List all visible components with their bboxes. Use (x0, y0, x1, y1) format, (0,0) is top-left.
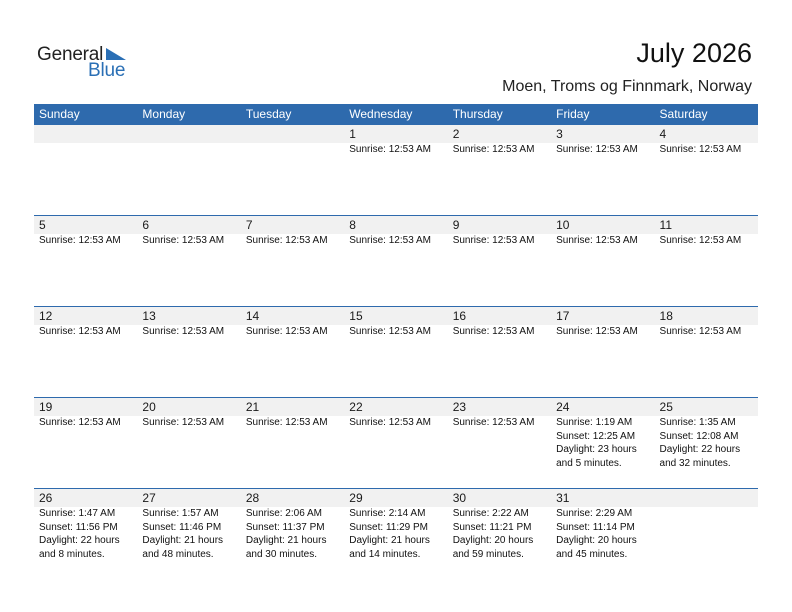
day-cell-17 (551, 307, 654, 397)
calendar-grid (34, 104, 758, 579)
day-number: 3 (556, 127, 563, 141)
logo-text-general: General (37, 44, 104, 65)
sun-info-line: Sunrise: 12:53 AM (142, 235, 225, 246)
sun-info-line: Sunrise: 12:53 AM (659, 235, 742, 246)
sun-info-line: Sunset: 11:29 PM (349, 521, 429, 533)
day-number (39, 125, 137, 143)
day-number: 7 (245, 218, 253, 232)
sun-info-line: Sunrise: 12:53 AM (39, 326, 121, 337)
sun-info-line: and 14 minutes. (349, 548, 421, 560)
sun-info-line: Sunrise: 12:53 AM (659, 144, 742, 155)
sun-info-line: Sunrise: 12:53 AM (452, 235, 535, 246)
day-number: 20 (142, 400, 156, 414)
day-cell-27 (137, 489, 240, 579)
day-cell-18 (655, 307, 758, 397)
sun-info-line: Sunset: 11:21 PM (452, 521, 532, 533)
day-number: 6 (142, 218, 150, 232)
day-number: 2 (452, 127, 460, 141)
empty-day-cell (137, 125, 240, 215)
sun-info-line: and 30 minutes. (245, 548, 318, 560)
day-cell-1 (344, 125, 447, 215)
sun-info-line: Sunrise: 12:53 AM (349, 235, 431, 246)
day-cell-14 (241, 307, 344, 397)
day-number: 28 (245, 491, 260, 505)
sun-info-line: Sunrise: 12:53 AM (349, 326, 431, 337)
day-cell-29 (344, 489, 447, 579)
day-number: 14 (245, 309, 260, 323)
day-cell-9 (448, 216, 551, 306)
sun-info-line: Sunrise: 12:53 AM (349, 417, 431, 428)
sun-info-line: Sunset: 11:37 PM (245, 521, 325, 533)
sun-info-line: Sunrise: 12:53 AM (556, 326, 638, 337)
week-row (34, 488, 758, 579)
day-number: 12 (39, 309, 53, 323)
sun-info-line: Sunrise: 1:47 AM (39, 508, 116, 519)
day-cell-26 (34, 489, 137, 579)
week-row (34, 215, 758, 306)
day-number: 4 (659, 127, 667, 141)
sun-info-line: Daylight: 22 hours (39, 535, 120, 546)
sun-info-line: Sunrise: 1:35 AM (659, 417, 736, 428)
sun-info-line: Daylight: 20 hours (452, 535, 534, 546)
day-number: 1 (349, 127, 356, 141)
day-number: 27 (142, 491, 156, 505)
day-cell-5 (34, 216, 137, 306)
day-number: 10 (556, 218, 570, 232)
day-number: 8 (349, 218, 356, 232)
weekday-tuesday: Tuesday (245, 107, 292, 121)
sun-info-line: Sunrise: 2:14 AM (349, 508, 426, 519)
day-cell-3 (551, 125, 654, 215)
calendar-weeks (34, 125, 758, 579)
sun-info-line: Daylight: 21 hours (245, 535, 327, 546)
sun-info-line: Sunrise: 12:53 AM (245, 235, 328, 246)
sun-info-line: and 32 minutes. (659, 457, 731, 469)
day-number: 18 (659, 309, 673, 323)
day-number: 9 (452, 218, 460, 232)
day-number: 17 (556, 309, 570, 323)
sun-info-line: Sunrise: 12:53 AM (452, 326, 535, 337)
weekday-monday: Monday (142, 107, 186, 121)
day-cell-20 (137, 398, 240, 488)
weekday-wednesday: Wednesday (349, 107, 413, 121)
empty-day-cell (655, 489, 758, 579)
sun-info-line: Sunrise: 12:53 AM (659, 326, 742, 337)
day-number: 16 (452, 309, 467, 323)
sun-info-line: Sunset: 12:25 AM (556, 430, 636, 442)
day-number: 29 (349, 491, 363, 505)
weekday-saturday: Saturday (659, 107, 708, 121)
sun-info-line: Sunrise: 12:53 AM (556, 144, 638, 155)
day-number: 11 (659, 218, 672, 232)
sun-info-line: Sunrise: 2:29 AM (556, 508, 633, 519)
page-title: July 2026 (636, 38, 752, 68)
day-number: 5 (39, 218, 46, 232)
day-number (660, 489, 758, 507)
day-cell-2 (448, 125, 551, 215)
sun-info-line: Sunrise: 12:53 AM (39, 235, 121, 246)
weekday-friday: Friday (556, 107, 590, 121)
day-cell-15 (344, 307, 447, 397)
day-cell-21 (241, 398, 344, 488)
day-number: 19 (39, 400, 53, 414)
sun-info-line: Sunrise: 12:53 AM (39, 417, 121, 428)
sun-info-line: and 8 minutes. (39, 548, 105, 560)
day-number: 21 (245, 400, 260, 414)
weekday-header-row (34, 104, 758, 125)
empty-day-cell (241, 125, 344, 215)
day-cell-12 (34, 307, 137, 397)
day-number: 15 (349, 309, 363, 323)
day-cell-22 (344, 398, 447, 488)
sun-info-line: Sunset: 12:08 AM (659, 430, 739, 442)
generalblue-logo (37, 44, 137, 80)
empty-day-cell (34, 125, 137, 215)
day-cell-24 (551, 398, 654, 488)
day-cell-30 (448, 489, 551, 579)
day-number (246, 125, 344, 143)
sun-info-line: and 5 minutes. (556, 457, 622, 469)
sun-info-line: Daylight: 21 hours (142, 535, 224, 546)
day-cell-28 (241, 489, 344, 579)
sun-info-line: and 45 minutes. (556, 548, 628, 560)
day-cell-25 (655, 398, 758, 488)
day-number: 24 (556, 400, 570, 414)
sun-info-line: Daylight: 22 hours (659, 444, 741, 455)
sun-info-line: Sunrise: 2:06 AM (245, 508, 322, 519)
day-cell-4 (655, 125, 758, 215)
day-cell-16 (448, 307, 551, 397)
week-row (34, 306, 758, 397)
day-cell-11 (655, 216, 758, 306)
sun-info-line: Sunrise: 12:53 AM (245, 326, 328, 337)
day-cell-7 (241, 216, 344, 306)
day-number: 22 (349, 400, 363, 414)
sun-info-line: Sunrise: 12:53 AM (556, 235, 638, 246)
day-number (142, 125, 240, 143)
sun-info-line: Sunrise: 12:53 AM (142, 417, 225, 428)
day-number: 26 (39, 491, 53, 505)
day-cell-23 (448, 398, 551, 488)
day-number: 23 (452, 400, 467, 414)
sun-info-line: Sunrise: 2:22 AM (452, 508, 529, 519)
weekday-sunday: Sunday (39, 107, 80, 121)
day-cell-6 (137, 216, 240, 306)
logo-text-blue: Blue (88, 60, 126, 81)
weekday-thursday: Thursday (452, 107, 503, 121)
sun-info-line: Sunrise: 1:57 AM (142, 508, 219, 519)
sun-info-line: Daylight: 23 hours (556, 444, 637, 455)
sun-info-line: Sunrise: 12:53 AM (452, 417, 535, 428)
day-number: 13 (142, 309, 156, 323)
day-number: 31 (556, 491, 570, 505)
sun-info-line: Sunset: 11:46 PM (142, 521, 222, 533)
week-row (34, 125, 758, 215)
day-number: 30 (452, 491, 467, 505)
day-cell-10 (551, 216, 654, 306)
sun-info-line: Sunrise: 12:53 AM (245, 417, 328, 428)
sun-info-line: Sunrise: 1:19 AM (556, 417, 633, 428)
sun-info-line: Sunset: 11:14 PM (556, 521, 635, 533)
sun-info-line: Sunset: 11:56 PM (39, 521, 118, 533)
day-cell-8 (344, 216, 447, 306)
sun-info-line: Sunrise: 12:53 AM (142, 326, 225, 337)
sun-info-line: Sunrise: 12:53 AM (452, 144, 535, 155)
location-subtitle: Moen, Troms og Finnmark, Norway (502, 78, 752, 95)
day-cell-13 (137, 307, 240, 397)
week-row (34, 397, 758, 488)
sun-info-line: and 59 minutes. (452, 548, 524, 560)
sun-info-line: Daylight: 20 hours (556, 535, 637, 546)
day-cell-19 (34, 398, 137, 488)
sun-info-line: Daylight: 21 hours (349, 535, 430, 546)
day-cell-31 (551, 489, 654, 579)
sun-info-line: Sunrise: 12:53 AM (349, 144, 431, 155)
sun-info-line: and 48 minutes. (142, 548, 214, 560)
day-number: 25 (659, 400, 673, 414)
